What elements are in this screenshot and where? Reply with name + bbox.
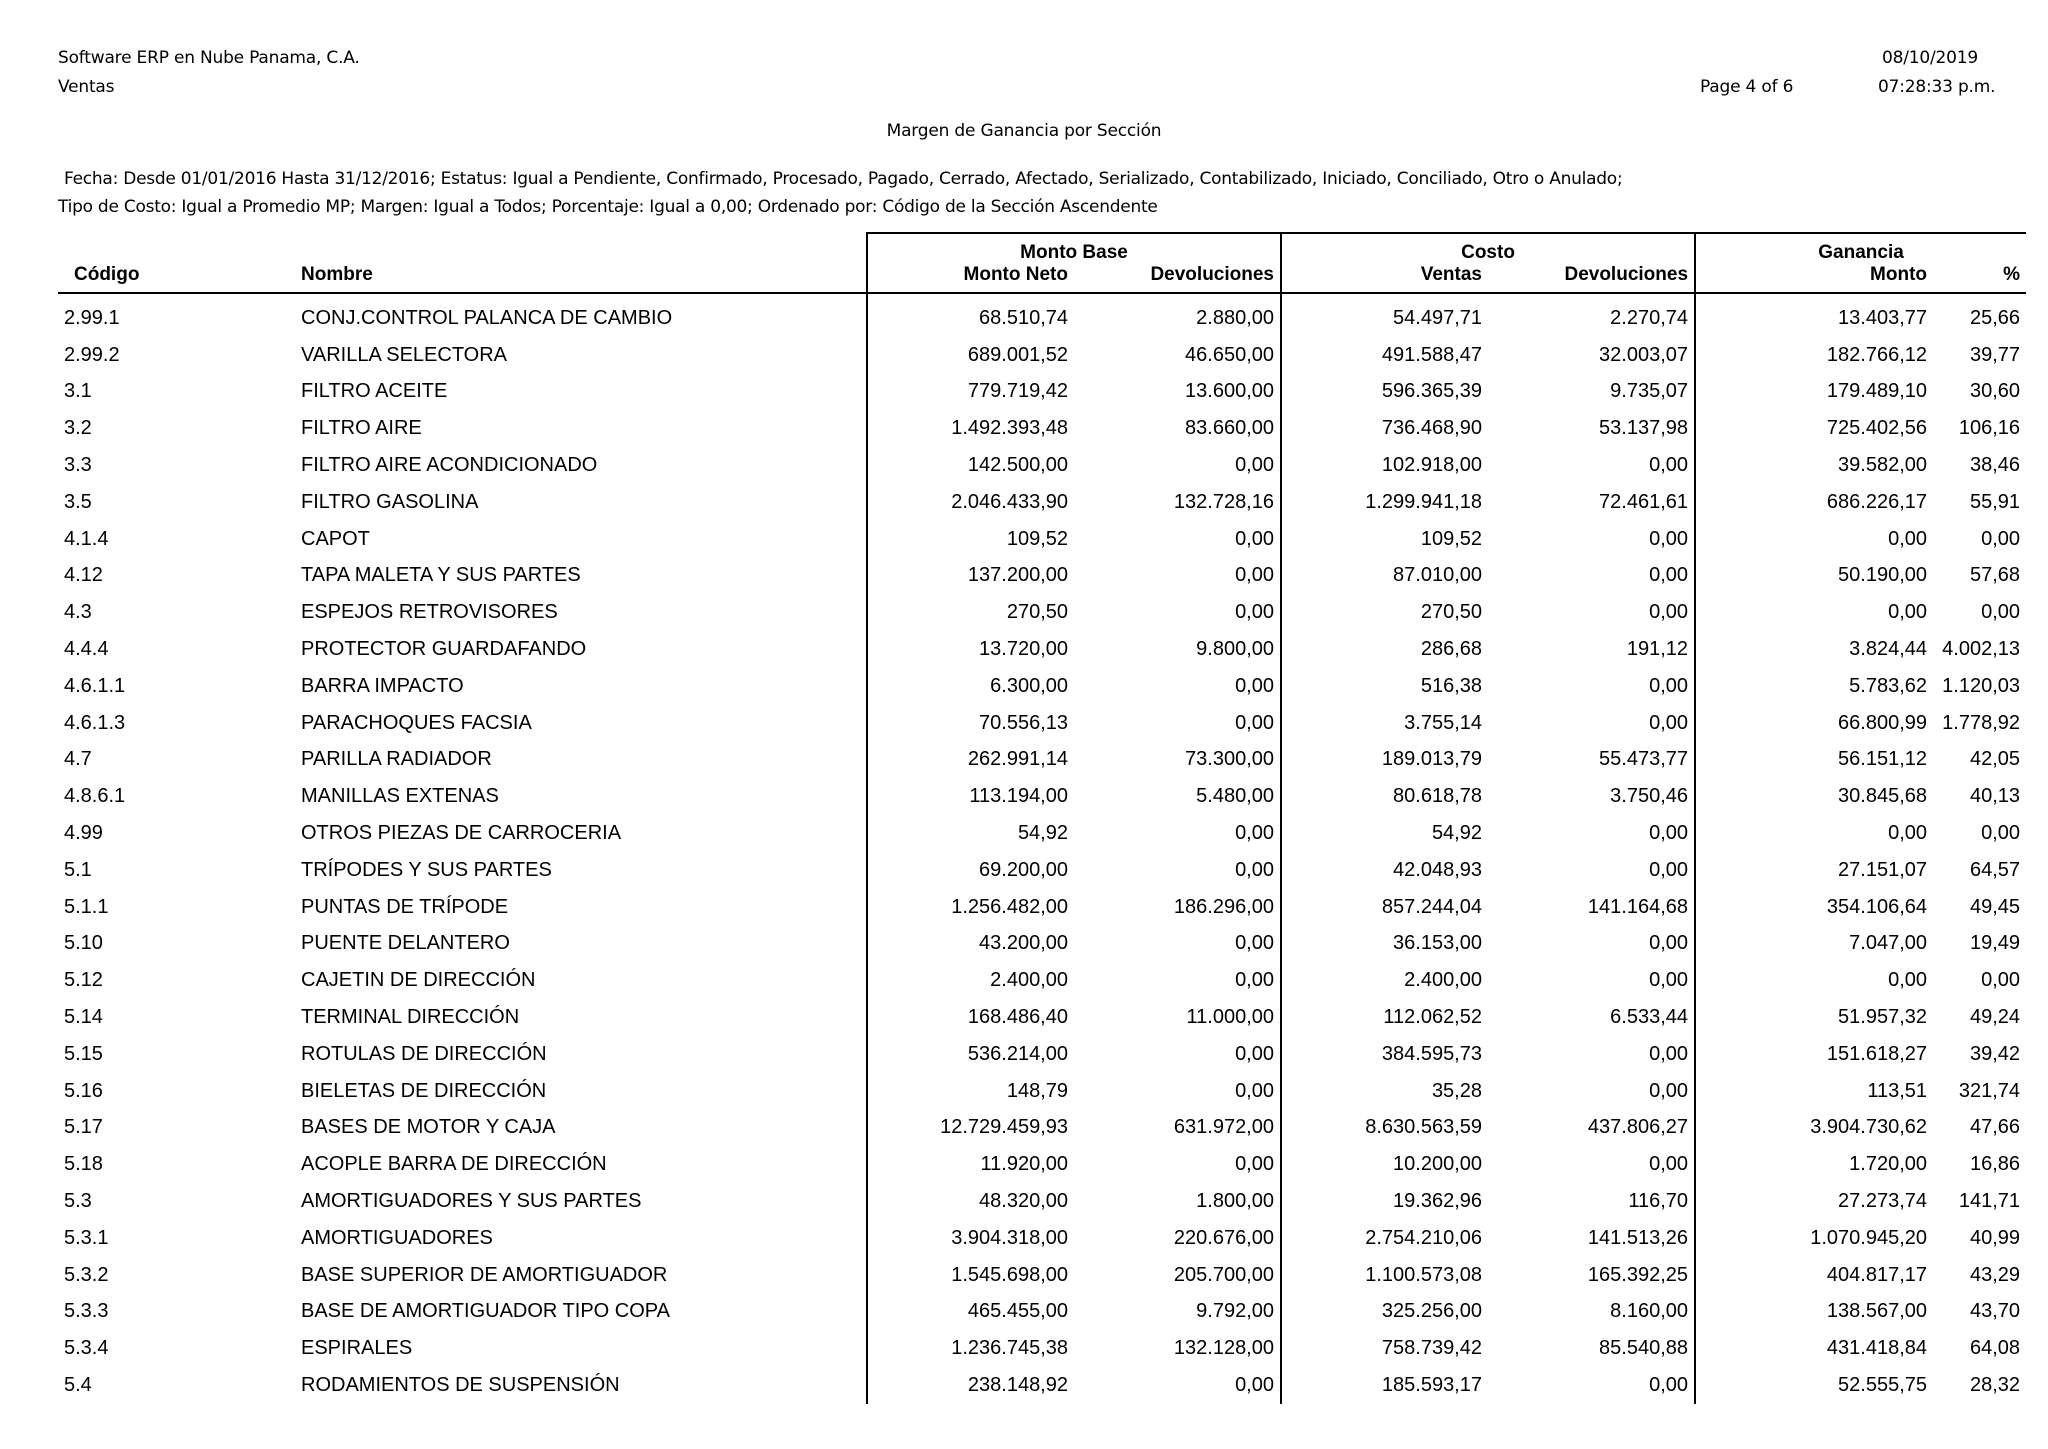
- cell-monto: 179.489,10: [1695, 374, 1933, 411]
- cell-nombre: AMORTIGUADORES: [301, 1226, 493, 1249]
- cell-monto-neto: 12.729.459,93: [867, 1110, 1074, 1147]
- cell-monto: 151.618,27: [1695, 1036, 1933, 1073]
- cell-codigo: 5.3: [64, 1190, 92, 1213]
- cell-monto-neto: 54,92: [867, 815, 1074, 852]
- cell-monto-neto: 68.510,74: [867, 293, 1074, 337]
- cell-devoluciones-costo: 2.270,74: [1610, 306, 1689, 329]
- cell-ventas: 3.755,14: [1281, 705, 1488, 742]
- cell-devoluciones-costo: 85.540,88: [1599, 1337, 1689, 1360]
- cell-porcentaje: 39,42: [1969, 1042, 2021, 1065]
- table-row: [58, 1220, 2026, 1257]
- cell-devoluciones-base: 132.728,16: [1173, 490, 1274, 513]
- cell-devoluciones-base: 0,00: [1235, 711, 1274, 734]
- cell-nombre: VARILLA SELECTORA: [301, 343, 508, 366]
- col-porcentaje: %: [1933, 264, 2026, 293]
- table-row: [58, 410, 2026, 447]
- cell-ventas: 112.062,52: [1281, 999, 1488, 1036]
- table-row: [58, 778, 2026, 815]
- cell-ventas: 596.365,39: [1281, 374, 1488, 411]
- group-ganancia: Ganancia: [1695, 233, 2026, 264]
- cell-porcentaje: 39,77: [1969, 343, 2021, 366]
- cell-nombre: PARILLA RADIADOR: [301, 748, 492, 771]
- cell-monto: 354.106,64: [1695, 889, 1933, 926]
- cell-ventas: 325.256,00: [1281, 1294, 1488, 1331]
- cell-devoluciones-base: 0,00: [1235, 527, 1274, 550]
- table-row: [58, 1073, 2026, 1110]
- cell-devoluciones-base: 0,00: [1235, 969, 1274, 992]
- cell-ventas: 189.013,79: [1281, 742, 1488, 779]
- cell-ventas: 2.754.210,06: [1281, 1220, 1488, 1257]
- cell-devoluciones-costo: 0,00: [1649, 822, 1689, 845]
- cell-monto-neto: 137.200,00: [867, 558, 1074, 595]
- table-row: [58, 742, 2026, 779]
- cell-ventas: 36.153,00: [1281, 926, 1488, 963]
- cell-nombre: TERMINAL DIRECCIÓN: [301, 1006, 520, 1029]
- cell-devoluciones-base: 46.650,00: [1185, 343, 1274, 366]
- cell-monto: 5.783,62: [1695, 668, 1933, 705]
- cell-ventas: 8.630.563,59: [1281, 1110, 1488, 1147]
- cell-monto-neto: 238.148,92: [867, 1367, 1074, 1404]
- cell-devoluciones-base: 5.480,00: [1196, 785, 1274, 808]
- cell-porcentaje: 106,16: [1958, 417, 2021, 440]
- cell-ventas: 384.595,73: [1281, 1036, 1488, 1073]
- cell-devoluciones-costo: 141.513,26: [1587, 1226, 1689, 1249]
- cell-monto: 182.766,12: [1695, 337, 1933, 374]
- cell-codigo: 5.17: [64, 1116, 103, 1139]
- cell-nombre: BASE SUPERIOR DE AMORTIGUADOR: [301, 1263, 668, 1286]
- cell-devoluciones-base: 186.296,00: [1173, 895, 1274, 918]
- cell-monto: 3.824,44: [1695, 631, 1933, 668]
- cell-porcentaje: 19,49: [1969, 932, 2021, 955]
- col-codigo: Código: [58, 264, 295, 293]
- cell-codigo: 3.5: [64, 490, 92, 513]
- cell-devoluciones-base: 0,00: [1235, 564, 1274, 587]
- cell-monto: 404.817,17: [1695, 1257, 1933, 1294]
- cell-nombre: FILTRO AIRE ACONDICIONADO: [301, 454, 598, 477]
- cell-monto: 7.047,00: [1695, 926, 1933, 963]
- cell-codigo: 2.99.1: [64, 306, 120, 329]
- table-row: [58, 447, 2026, 484]
- cell-devoluciones-costo: 0,00: [1649, 1153, 1689, 1176]
- cell-monto-neto: 1.492.393,48: [867, 410, 1074, 447]
- cell-devoluciones-base: 73.300,00: [1185, 748, 1274, 771]
- cell-monto: 13.403,77: [1695, 293, 1933, 337]
- cell-codigo: 3.3: [64, 454, 92, 477]
- table-row: [58, 852, 2026, 889]
- table-row: [58, 668, 2026, 705]
- cell-devoluciones-costo: 0,00: [1649, 601, 1689, 624]
- cell-monto-neto: 689.001,52: [867, 337, 1074, 374]
- cell-monto: 39.582,00: [1695, 447, 1933, 484]
- cell-monto: 431.418,84: [1695, 1330, 1933, 1367]
- cell-monto-neto: 1.236.745,38: [867, 1330, 1074, 1367]
- cell-monto-neto: 70.556,13: [867, 705, 1074, 742]
- cell-codigo: 5.14: [64, 1006, 103, 1029]
- col-devoluciones-base: Devoluciones: [1074, 264, 1281, 293]
- group-monto-base: Monto Base: [867, 233, 1281, 264]
- cell-codigo: 4.7: [64, 748, 92, 771]
- cell-ventas: 736.468,90: [1281, 410, 1488, 447]
- cell-devoluciones-base: 0,00: [1235, 858, 1274, 881]
- group-header-row: [58, 233, 2026, 264]
- cell-devoluciones-costo: 0,00: [1649, 1374, 1689, 1396]
- col-devoluciones-costo: Devoluciones: [1488, 264, 1695, 293]
- table-row: [58, 484, 2026, 521]
- table-row: [58, 631, 2026, 668]
- cell-porcentaje: 28,32: [1969, 1374, 2021, 1396]
- cell-ventas: 87.010,00: [1281, 558, 1488, 595]
- cell-ventas: 857.244,04: [1281, 889, 1488, 926]
- cell-ventas: 286,68: [1281, 631, 1488, 668]
- cell-devoluciones-base: 13.600,00: [1185, 380, 1274, 403]
- cell-ventas: 758.739,42: [1281, 1330, 1488, 1367]
- table-row: [58, 374, 2026, 411]
- module-name: Ventas: [58, 77, 115, 97]
- cell-monto-neto: 69.200,00: [867, 852, 1074, 889]
- cell-devoluciones-costo: 0,00: [1649, 454, 1689, 477]
- cell-monto: 113,51: [1695, 1073, 1933, 1110]
- cell-nombre: PUNTAS DE TRÍPODE: [301, 895, 509, 918]
- filter-summary: [58, 165, 1622, 221]
- cell-porcentaje: 43,29: [1969, 1263, 2021, 1286]
- cell-porcentaje: 40,13: [1969, 785, 2021, 808]
- table-row: [58, 999, 2026, 1036]
- cell-devoluciones-base: 0,00: [1235, 1079, 1274, 1102]
- table-row: [58, 705, 2026, 742]
- cell-nombre: ESPEJOS RETROVISORES: [301, 601, 558, 624]
- cell-codigo: 5.3.4: [64, 1337, 109, 1360]
- cell-devoluciones-costo: 437.806,27: [1587, 1116, 1689, 1139]
- column-header-row: [58, 264, 2026, 293]
- cell-nombre: FILTRO ACEITE: [301, 380, 448, 403]
- cell-devoluciones-base: 0,00: [1235, 454, 1274, 477]
- page-indicator: Page 4 of 6: [1700, 77, 1794, 97]
- cell-porcentaje: 141,71: [1958, 1190, 2021, 1213]
- cell-devoluciones-base: 205.700,00: [1173, 1263, 1274, 1286]
- cell-devoluciones-base: 220.676,00: [1173, 1226, 1274, 1249]
- table-row: [58, 558, 2026, 595]
- cell-nombre: ESPIRALES: [301, 1337, 413, 1360]
- report-date: 08/10/2019: [1882, 48, 1978, 68]
- cell-nombre: PROTECTOR GUARDAFANDO: [301, 638, 587, 661]
- cell-devoluciones-base: 0,00: [1235, 601, 1274, 624]
- cell-monto-neto: 109,52: [867, 521, 1074, 558]
- cell-codigo: 4.8.6.1: [64, 785, 126, 808]
- report-time: 07:28:33 p.m.: [1878, 77, 1996, 97]
- cell-devoluciones-costo: 8.160,00: [1610, 1300, 1689, 1323]
- cell-codigo: 5.16: [64, 1079, 103, 1102]
- cell-monto-neto: 536.214,00: [867, 1036, 1074, 1073]
- group-costo: Costo: [1281, 233, 1695, 264]
- cell-nombre: FILTRO AIRE: [301, 417, 422, 440]
- table-row: [58, 1183, 2026, 1220]
- cell-ventas: 10.200,00: [1281, 1146, 1488, 1183]
- cell-codigo: 4.6.1.3: [64, 711, 126, 734]
- cell-monto-neto: 1.256.482,00: [867, 889, 1074, 926]
- cell-porcentaje: 25,66: [1969, 306, 2021, 329]
- cell-codigo: 4.3: [64, 601, 92, 624]
- cell-porcentaje: 40,99: [1969, 1226, 2021, 1249]
- cell-devoluciones-costo: 0,00: [1649, 1042, 1689, 1065]
- cell-devoluciones-base: 0,00: [1235, 1153, 1274, 1176]
- cell-nombre: BASES DE MOTOR Y CAJA: [301, 1116, 556, 1139]
- cell-devoluciones-costo: 141.164,68: [1587, 895, 1689, 918]
- cell-monto: 51.957,32: [1695, 999, 1933, 1036]
- cell-ventas: 491.588,47: [1281, 337, 1488, 374]
- cell-porcentaje: 1.120,03: [1942, 674, 2021, 697]
- cell-nombre: CAJETIN DE DIRECCIÓN: [301, 969, 536, 992]
- cell-porcentaje: 4.002,13: [1942, 638, 2021, 661]
- cell-devoluciones-costo: 0,00: [1649, 527, 1689, 550]
- cell-monto-neto: 3.904.318,00: [867, 1220, 1074, 1257]
- cell-monto-neto: 13.720,00: [867, 631, 1074, 668]
- report-table: [58, 232, 2026, 1404]
- cell-porcentaje: 49,45: [1969, 895, 2021, 918]
- cell-codigo: 5.3.1: [64, 1226, 109, 1249]
- cell-monto: 30.845,68: [1695, 778, 1933, 815]
- cell-devoluciones-costo: 3.750,46: [1610, 785, 1689, 808]
- cell-monto: 138.567,00: [1695, 1294, 1933, 1331]
- cell-codigo: 5.18: [64, 1153, 103, 1176]
- cell-porcentaje: 16,86: [1969, 1153, 2021, 1176]
- cell-nombre: OTROS PIEZAS DE CARROCERIA: [301, 822, 622, 845]
- table-row: [58, 337, 2026, 374]
- cell-devoluciones-costo: 116,70: [1628, 1190, 1689, 1213]
- cell-nombre: ROTULAS DE DIRECCIÓN: [301, 1042, 547, 1065]
- col-monto: Monto: [1695, 264, 1933, 293]
- table-row: [58, 1294, 2026, 1331]
- cell-monto: 1.720,00: [1695, 1146, 1933, 1183]
- cell-porcentaje: 64,57: [1969, 858, 2021, 881]
- cell-ventas: 35,28: [1281, 1073, 1488, 1110]
- cell-monto: 0,00: [1695, 962, 1933, 999]
- cell-devoluciones-base: 631.972,00: [1173, 1116, 1274, 1139]
- cell-monto-neto: 168.486,40: [867, 999, 1074, 1036]
- cell-monto: 0,00: [1695, 815, 1933, 852]
- cell-devoluciones-costo: 165.392,25: [1587, 1263, 1689, 1286]
- cell-porcentaje: 64,08: [1969, 1337, 2021, 1360]
- cell-monto: 27.273,74: [1695, 1183, 1933, 1220]
- cell-codigo: 5.4: [64, 1374, 92, 1396]
- table-row: [58, 889, 2026, 926]
- cell-monto-neto: 270,50: [867, 594, 1074, 631]
- cell-nombre: CONJ.CONTROL PALANCA DE CAMBIO: [301, 306, 673, 329]
- cell-ventas: 185.593,17: [1281, 1367, 1488, 1404]
- cell-monto-neto: 148,79: [867, 1073, 1074, 1110]
- cell-devoluciones-base: 9.800,00: [1196, 638, 1274, 661]
- cell-porcentaje: 1.778,92: [1942, 711, 2021, 734]
- cell-monto-neto: 2.400,00: [867, 962, 1074, 999]
- cell-ventas: 54.497,71: [1281, 293, 1488, 337]
- cell-monto: 52.555,75: [1695, 1367, 1933, 1404]
- cell-devoluciones-base: 0,00: [1235, 932, 1274, 955]
- cell-porcentaje: 57,68: [1969, 564, 2021, 587]
- cell-devoluciones-costo: 0,00: [1649, 711, 1689, 734]
- cell-codigo: 3.1: [64, 380, 92, 403]
- cell-porcentaje: 47,66: [1969, 1116, 2021, 1139]
- table-row: [58, 293, 2026, 337]
- cell-ventas: 102.918,00: [1281, 447, 1488, 484]
- cell-devoluciones-costo: 72.461,61: [1599, 490, 1689, 513]
- cell-nombre: AMORTIGUADORES Y SUS PARTES: [301, 1190, 642, 1213]
- cell-monto: 0,00: [1695, 521, 1933, 558]
- cell-codigo: 5.10: [64, 932, 103, 955]
- cell-devoluciones-base: 83.660,00: [1185, 417, 1274, 440]
- cell-ventas: 2.400,00: [1281, 962, 1488, 999]
- cell-devoluciones-base: 9.792,00: [1196, 1300, 1274, 1323]
- cell-nombre: BASE DE AMORTIGUADOR TIPO COPA: [301, 1300, 670, 1323]
- table-row: [58, 521, 2026, 558]
- filter-line-2: Tipo de Costo: Igual a Promedio MP; Margen: Igual a Todos; Porcentaje: Igual a 0,00; Ordenado por: Código de la Sección Ascendente: [58, 197, 1158, 217]
- cell-nombre: CAPOT: [301, 527, 370, 550]
- cell-codigo: 5.12: [64, 969, 103, 992]
- cell-codigo: 4.99: [64, 822, 103, 845]
- cell-porcentaje: 49,24: [1969, 1006, 2021, 1029]
- cell-monto: 66.800,99: [1695, 705, 1933, 742]
- cell-nombre: RODAMIENTOS DE SUSPENSIÓN: [301, 1374, 620, 1396]
- cell-ventas: 54,92: [1281, 815, 1488, 852]
- cell-codigo: 5.15: [64, 1042, 103, 1065]
- cell-codigo: 4.4.4: [64, 638, 109, 661]
- cell-monto-neto: 11.920,00: [867, 1146, 1074, 1183]
- cell-monto-neto: 113.194,00: [867, 778, 1074, 815]
- table-row: [58, 1036, 2026, 1073]
- cell-monto: 1.070.945,20: [1695, 1220, 1933, 1257]
- cell-monto-neto: 465.455,00: [867, 1294, 1074, 1331]
- cell-ventas: 1.100.573,08: [1281, 1257, 1488, 1294]
- cell-nombre: ACOPLE BARRA DE DIRECCIÓN: [301, 1153, 607, 1176]
- filter-line-1: Fecha: Desde 01/01/2016 Hasta 31/12/2016; Estatus: Igual a Pendiente, Confirmado, Procesado, Pagado, Cerrado, Afectado, Serializado, Contabilizado, Iniciado, Conciliado, Otro o Anulado;: [64, 169, 1623, 189]
- cell-monto-neto: 48.320,00: [867, 1183, 1074, 1220]
- cell-codigo: 5.3.2: [64, 1263, 109, 1286]
- cell-devoluciones-costo: 9.735,07: [1610, 380, 1689, 403]
- table-row: [58, 926, 2026, 963]
- cell-monto: 686.226,17: [1695, 484, 1933, 521]
- cell-porcentaje: 38,46: [1969, 454, 2021, 477]
- cell-ventas: 1.299.941,18: [1281, 484, 1488, 521]
- cell-porcentaje: 0,00: [1981, 969, 2021, 992]
- cell-devoluciones-costo: 6.533,44: [1610, 1006, 1689, 1029]
- cell-devoluciones-costo: 0,00: [1649, 858, 1689, 881]
- table-row: [58, 1146, 2026, 1183]
- cell-ventas: 19.362,96: [1281, 1183, 1488, 1220]
- cell-monto: 725.402,56: [1695, 410, 1933, 447]
- cell-porcentaje: 55,91: [1969, 490, 2021, 513]
- cell-monto: 50.190,00: [1695, 558, 1933, 595]
- cell-porcentaje: 43,70: [1969, 1300, 2021, 1323]
- cell-ventas: 109,52: [1281, 521, 1488, 558]
- cell-porcentaje: 30,60: [1969, 380, 2021, 403]
- table-row: [58, 594, 2026, 631]
- cell-devoluciones-costo: 0,00: [1649, 564, 1689, 587]
- cell-nombre: PUENTE DELANTERO: [301, 932, 510, 955]
- col-ventas: Ventas: [1281, 264, 1488, 293]
- cell-codigo: 5.1.1: [64, 895, 109, 918]
- cell-monto: 0,00: [1695, 594, 1933, 631]
- cell-codigo: 3.2: [64, 417, 92, 440]
- cell-porcentaje: 0,00: [1981, 527, 2021, 550]
- cell-devoluciones-base: 0,00: [1235, 674, 1274, 697]
- cell-devoluciones-base: 0,00: [1235, 822, 1274, 845]
- cell-codigo: 2.99.2: [64, 343, 120, 366]
- cell-devoluciones-costo: 191,12: [1626, 638, 1689, 661]
- cell-devoluciones-base: 0,00: [1235, 1374, 1274, 1396]
- cell-monto: 27.151,07: [1695, 852, 1933, 889]
- cell-devoluciones-base: 11.000,00: [1186, 1006, 1274, 1029]
- cell-codigo: 5.3.3: [64, 1300, 109, 1323]
- cell-monto: 56.151,12: [1695, 742, 1933, 779]
- cell-devoluciones-base: 1.800,00: [1196, 1190, 1274, 1213]
- cell-monto-neto: 779.719,42: [867, 374, 1074, 411]
- cell-devoluciones-costo: 0,00: [1649, 932, 1689, 955]
- cell-devoluciones-costo: 53.137,98: [1599, 417, 1689, 440]
- table-row: [58, 1330, 2026, 1367]
- cell-porcentaje: 0,00: [1981, 601, 2021, 624]
- company-name: Software ERP en Nube Panama, C.A.: [58, 48, 360, 68]
- table-row: [58, 1367, 2026, 1404]
- cell-monto-neto: 1.545.698,00: [867, 1257, 1074, 1294]
- cell-porcentaje: 0,00: [1981, 822, 2021, 845]
- cell-devoluciones-base: 2.880,00: [1196, 306, 1274, 329]
- cell-nombre: MANILLAS EXTENAS: [301, 785, 499, 808]
- table-row: [58, 962, 2026, 999]
- cell-ventas: 80.618,78: [1281, 778, 1488, 815]
- table-row: [58, 1257, 2026, 1294]
- cell-nombre: TRÍPODES Y SUS PARTES: [301, 858, 552, 881]
- cell-nombre: FILTRO GASOLINA: [301, 490, 479, 513]
- cell-ventas: 516,38: [1281, 668, 1488, 705]
- cell-devoluciones-base: 132.128,00: [1173, 1337, 1274, 1360]
- cell-ventas: 270,50: [1281, 594, 1488, 631]
- cell-monto-neto: 6.300,00: [867, 668, 1074, 705]
- cell-devoluciones-costo: 0,00: [1649, 969, 1689, 992]
- cell-codigo: 5.1: [64, 858, 92, 881]
- col-monto-neto: Monto Neto: [867, 264, 1074, 293]
- cell-monto-neto: 262.991,14: [867, 742, 1074, 779]
- cell-codigo: 4.1.4: [64, 527, 109, 550]
- cell-codigo: 4.6.1.1: [64, 674, 126, 697]
- cell-nombre: PARACHOQUES FACSIA: [301, 711, 532, 734]
- cell-monto: 3.904.730,62: [1695, 1110, 1933, 1147]
- report-title: Margen de Ganancia por Sección: [886, 121, 1162, 141]
- cell-devoluciones-costo: 0,00: [1649, 674, 1689, 697]
- table-row: [58, 815, 2026, 852]
- cell-codigo: 4.12: [64, 564, 103, 587]
- cell-devoluciones-costo: 0,00: [1649, 1079, 1689, 1102]
- cell-devoluciones-costo: 55.473,77: [1599, 748, 1689, 771]
- cell-nombre: BIELETAS DE DIRECCIÓN: [301, 1079, 547, 1102]
- cell-monto-neto: 43.200,00: [867, 926, 1074, 963]
- cell-devoluciones-costo: 32.003,07: [1599, 343, 1689, 366]
- cell-nombre: TAPA MALETA Y SUS PARTES: [301, 564, 581, 587]
- cell-monto-neto: 142.500,00: [867, 447, 1074, 484]
- cell-nombre: BARRA IMPACTO: [301, 674, 464, 697]
- cell-monto-neto: 2.046.433,90: [867, 484, 1074, 521]
- col-nombre: Nombre: [295, 264, 867, 293]
- cell-porcentaje: 42,05: [1969, 748, 2021, 771]
- table-row: [58, 1110, 2026, 1147]
- cell-ventas: 42.048,93: [1281, 852, 1488, 889]
- cell-devoluciones-base: 0,00: [1235, 1042, 1274, 1065]
- cell-porcentaje: 321,74: [1958, 1079, 2021, 1102]
